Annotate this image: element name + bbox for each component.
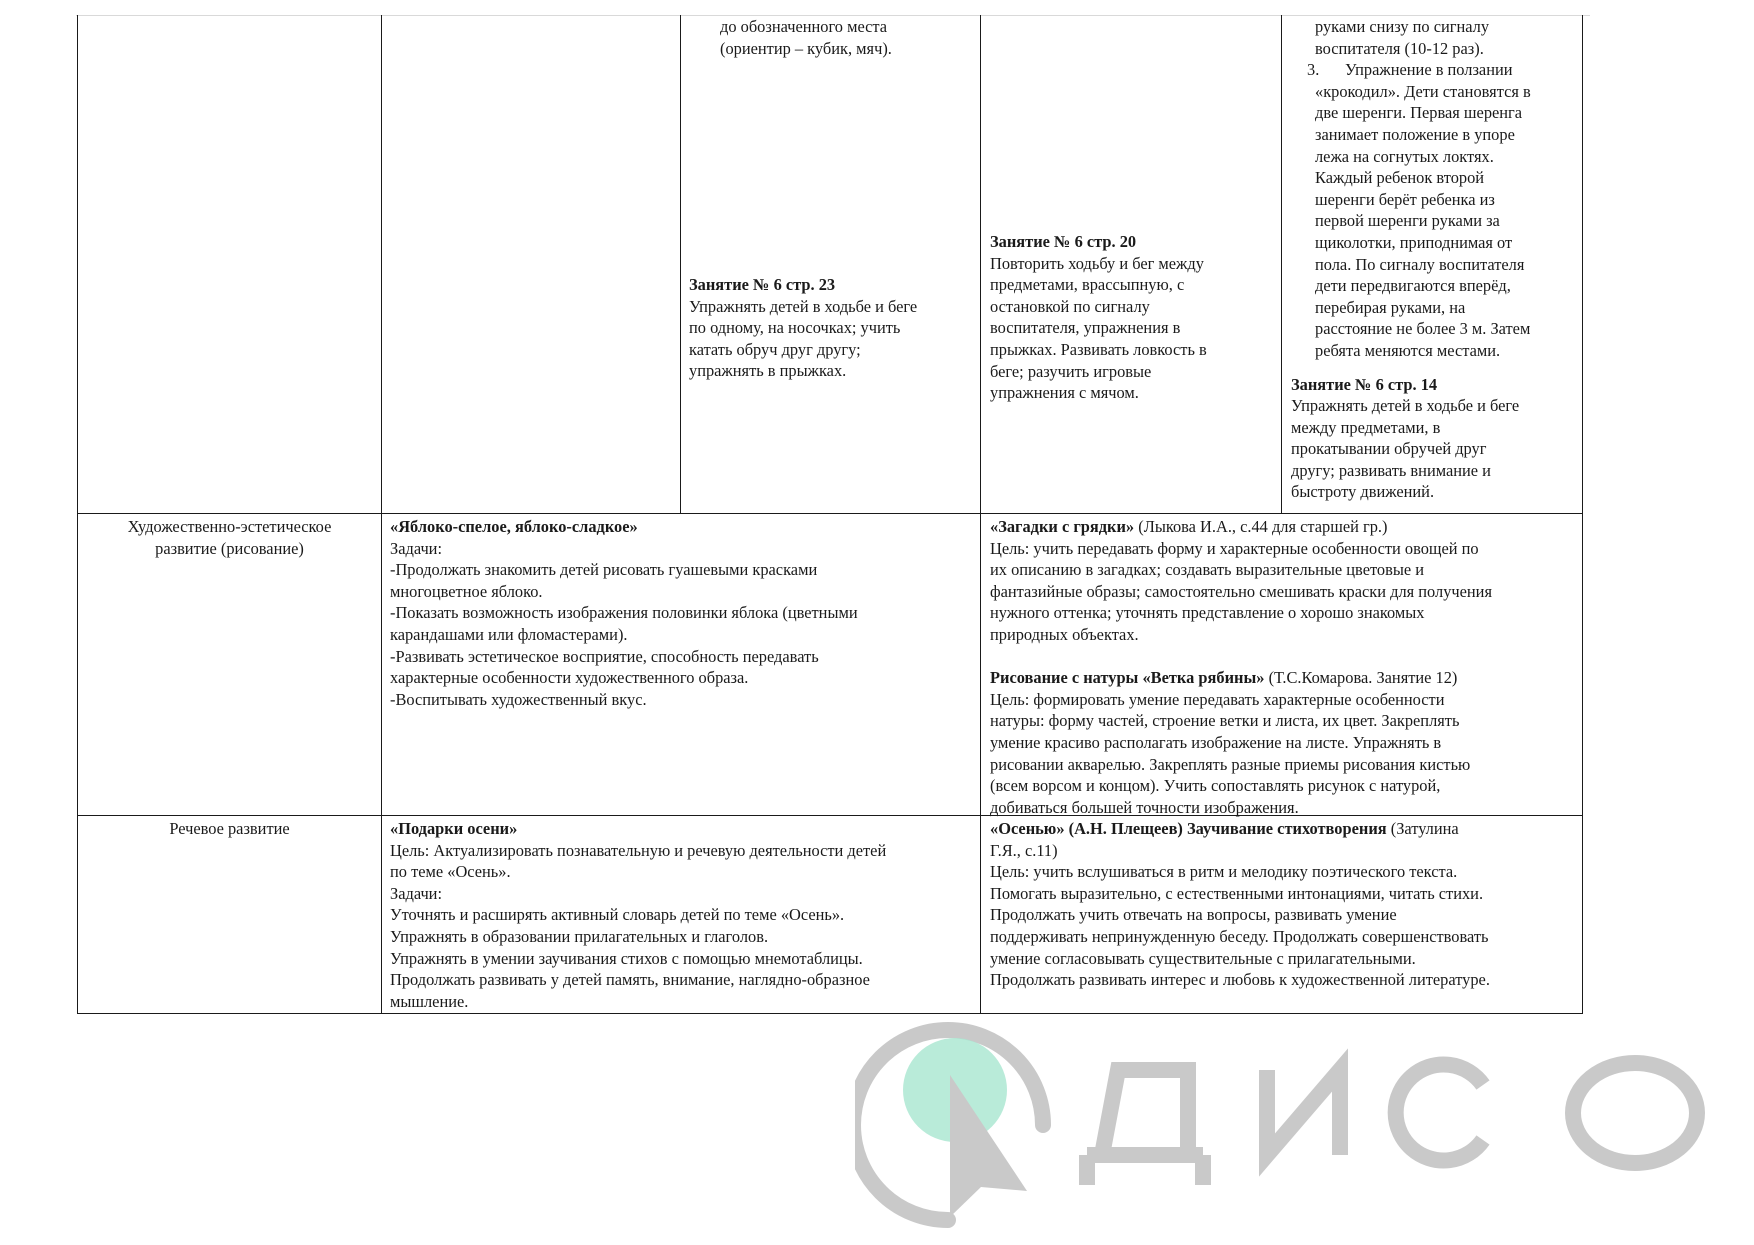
text-line: Цель: учить передавать форму и характерные особенности овощей по	[990, 538, 1479, 558]
text-line: остановкой по сигналу	[990, 296, 1150, 316]
text-line: (всем ворсом и концом). Учить сопоставлять рисунок с натурой,	[990, 776, 1441, 796]
text-line: предметами, врассыпную, с	[990, 275, 1185, 295]
text-line: шеренги берёт ребенка из	[1315, 189, 1495, 209]
topic-title: «Осенью» (А.Н. Плещеев) Заучивание стихотворения	[990, 819, 1387, 838]
text-line: первой шеренги руками за	[1315, 211, 1500, 231]
row1-col3-lesson	[689, 274, 974, 382]
text-line: до обозначенного места	[720, 17, 888, 36]
text-line: Цель: Актуализировать познавательную и речевую деятельности детей	[390, 840, 887, 860]
text-line: -Продолжать знакомить детей рисовать гуашевыми красками	[390, 560, 818, 580]
text-line: прокатывании обручей друг	[1291, 439, 1487, 459]
text-line: упражнения с мячом.	[990, 383, 1139, 403]
text-line: Г.Я., с.11)	[990, 840, 1058, 860]
text-line: Уточнять и расширять активный словарь детей по теме «Осень».	[390, 905, 845, 925]
text-line: Упражнять детей в ходьбе и беге	[1291, 396, 1520, 416]
text-line: воспитателя, упражнения в	[990, 318, 1181, 338]
text-line: руками снизу по сигналу	[1315, 17, 1490, 36]
text-line: по теме «Осень».	[390, 862, 511, 882]
text-line: ребята меняются местами.	[1315, 340, 1501, 360]
text-line: -Воспитывать художественный вкус.	[390, 689, 647, 709]
text-line: Цель: учить вслушиваться в ритм и мелодику поэтического текста.	[990, 862, 1458, 882]
text-line: Упражнение в ползании	[1345, 60, 1513, 80]
text-line: прыжках. Развивать ловкость в	[990, 339, 1207, 359]
text-line: многоцветное яблоко.	[390, 581, 543, 601]
logo-mark-icon	[855, 1030, 1043, 1220]
text-line: мышление.	[390, 991, 469, 1011]
topic-title: «Яблоко-спелое, яблоко-сладкое»	[390, 517, 638, 536]
text-line: добиваться большей точности изображения.	[990, 797, 1299, 817]
text-line: катать обруч друг другу;	[689, 339, 861, 359]
text-line: между предметами, в	[1291, 417, 1441, 437]
area-label: развитие (рисование)	[155, 538, 304, 558]
row3-area-cell	[78, 818, 381, 840]
text-line: Упражнять в образовании прилагательных и глаголов.	[390, 926, 769, 946]
text-line: характерные особенности художественного образа.	[390, 668, 749, 688]
row1-col5-cell	[1291, 16, 1581, 503]
text-line: натуры: форму частей, строение ветки и листа, их цвет. Закреплять	[990, 711, 1460, 731]
text-line: их описанию в загадках; создавать выразительные цветовые и	[990, 560, 1425, 580]
row3-right-cell	[990, 818, 1580, 991]
topic-source: (Лыкова И.А., с.44 для старшей гр.)	[1134, 517, 1388, 536]
lesson-title: Занятие № 6 стр. 14	[1291, 374, 1438, 394]
row1-col3-cell	[689, 16, 974, 59]
text-line: умение красиво располагать изображение на листе. Упражнять в	[990, 732, 1442, 752]
text-line: две шеренги. Первая шеренга	[1315, 103, 1523, 123]
logo-wordmark	[1087, 1063, 1697, 1185]
text-line: карандашами или фломастерами).	[390, 624, 628, 644]
text-line: Повторить ходьбу и бег между	[990, 253, 1204, 273]
area-label: Речевое развитие	[169, 819, 290, 838]
topic-title: «Подарки осени»	[390, 819, 518, 838]
text-line: Каждый ребенок второй	[1315, 168, 1485, 188]
text-line: перебирая руками, на	[1315, 297, 1466, 317]
text-line: воспитателя (10-12 раз).	[1315, 38, 1484, 58]
text-line: -Показать возможность изображения половинки яблока (цветными	[390, 603, 858, 623]
text-line: расстояние не более 3 м. Затем	[1315, 319, 1531, 339]
text-line: Упражнять детей в ходьбе и беге	[689, 296, 918, 316]
text-line: по одному, на носочках; учить	[689, 318, 901, 338]
text-line: упражнять в прыжках.	[689, 361, 847, 381]
logo-icon	[855, 995, 1735, 1240]
text-line: природных объектах.	[990, 624, 1139, 644]
text-line: Продолжать развивать у детей память, внимание, наглядно-образное	[390, 970, 870, 990]
row2-left-cell	[390, 516, 976, 710]
text-line: беге; разучить игровые	[990, 361, 1152, 381]
text-line: пола. По сигналу воспитателя	[1315, 254, 1525, 274]
text-line: Задачи:	[390, 538, 443, 558]
text-line: Упражнять в умении заучивания стихов с помощью мнемотаблицы.	[390, 948, 863, 968]
text-line: Цель: формировать умение передавать характерные особенности	[990, 689, 1445, 709]
text-line: другу; развивать внимание и	[1291, 460, 1491, 480]
text-line: поддерживать непринужденную беседу. Продолжать совершенствовать	[990, 926, 1489, 946]
diso-watermark-logo	[855, 995, 1735, 1240]
area-label: Художественно-эстетическое	[127, 517, 332, 536]
text-line: «крокодил». Дети становятся в	[1315, 81, 1531, 101]
row2-right-cell	[990, 516, 1580, 818]
text-line: Задачи:	[390, 883, 443, 903]
text-line: лежа на согнутых локтях.	[1315, 146, 1494, 166]
row1-col4-lesson	[990, 231, 1275, 404]
text-line: Помогать выразительно, с естественными интонациями, читать стихи.	[990, 883, 1484, 903]
row2-area-cell	[78, 516, 381, 559]
topic-source: (Т.С.Комарова. Занятие 12)	[1264, 668, 1458, 688]
topic-title: Рисование с натуры «Ветка рябины»	[990, 668, 1265, 688]
text-line: дети передвигаются вперёд,	[1315, 276, 1511, 296]
topic-title: «Загадки с грядки»	[990, 517, 1135, 536]
text-line: Продолжать развивать интерес и любовь к художественной литературе.	[990, 970, 1490, 990]
text-line: фантазийные образы; самостоятельно смешивать краски для получения	[990, 581, 1492, 601]
text-line: быстроту движений.	[1291, 482, 1435, 502]
text-line: нужного оттенка; уточнять представление о хорошо знакомых	[990, 603, 1425, 623]
text-line: рисовании акварелью. Закреплять разные приемы рисования кистью	[990, 754, 1471, 774]
text-line: Продолжать учить отвечать на вопросы, развивать умение	[990, 905, 1397, 925]
row3-left-cell	[390, 818, 976, 1012]
text-line: щиколотки, приподнимая от	[1315, 232, 1513, 252]
text-line: умение согласовывать существительные с прилагательными.	[990, 948, 1416, 968]
list-number: 3.	[1307, 60, 1320, 80]
text-line: -Развивать эстетическое восприятие, способность передавать	[390, 646, 819, 666]
text-line: занимает положение в упоре	[1315, 124, 1515, 144]
topic-source: (Затулина	[1386, 819, 1459, 838]
lesson-title: Занятие № 6 стр. 20	[990, 232, 1137, 251]
text-line: (ориентир – кубик, мяч).	[720, 38, 892, 58]
lesson-title: Занятие № 6 стр. 23	[689, 275, 836, 294]
